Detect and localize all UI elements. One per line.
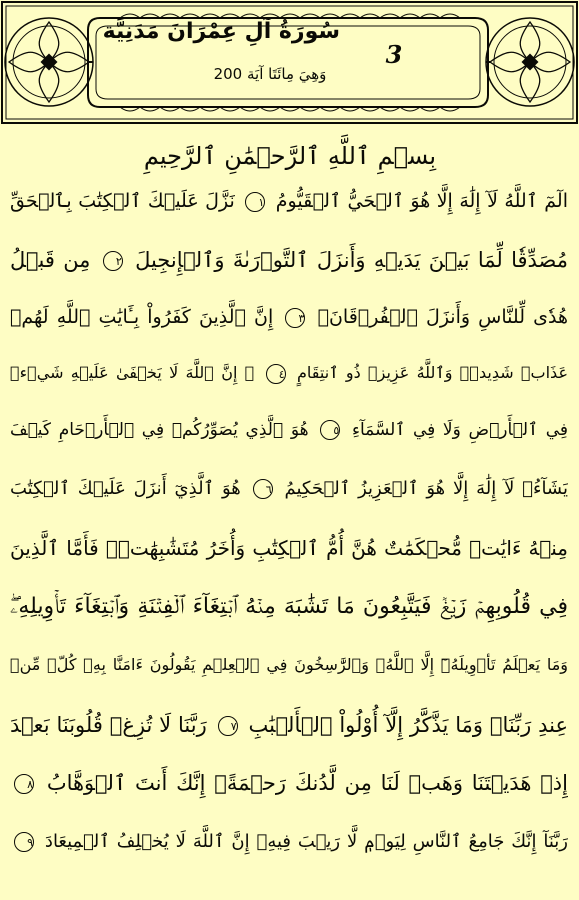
- verse-text: إِذۡ هَدَيۡتَنَا وَهَبۡ لَنَا مِن لَّدُنكَ رَحۡمَةًۚ إِنَّكَ أَنتَ ٱلۡوَهَّابُ: [46, 771, 568, 795]
- verse-text: مِنۡهُ ءَايَٰتٞ مُّحۡكَمَٰتٌ هُنَّ أُمُّ ٱلۡكِتَٰبِ وَأُخَرُ مُتَشَٰبِهَٰتٞۖ فَأَمَّا ٱلَّذِينَ: [10, 536, 568, 560]
- verse-line: [10, 817, 568, 867]
- ayah-number-marker: ٦: [253, 479, 273, 499]
- verse-line: [10, 758, 568, 808]
- verse-text: عِندِ رَبِّنَاۗ وَمَا يَذَّكَّرُ إِلَّآ أُوْلُواْ ٱلۡأَلۡبَٰبِ: [248, 713, 568, 737]
- verse-line: [10, 235, 568, 285]
- ayah-number-marker: ٢: [103, 251, 123, 271]
- verse-line: [10, 348, 568, 398]
- verse-text: فِي ٱلۡأَرۡضِ وَلَا فِي ٱلسَّمَآءِ: [351, 420, 568, 440]
- verse-text: رَبَّنَآ إِنَّكَ جَامِعُ ٱلنَّاسِ لِيَوۡمٖ لَّا رَيۡبَ فِيهِۚ إِنَّ ٱللَّهَ لَا يُخۡلِفُ ٱلۡمِيعَادَ: [44, 831, 568, 852]
- verse-text: إِنَّ ٱلَّذِينَ كَفَرُواْ بِـَٔايَٰتِ ٱللَّهِ لَهُمۡ: [10, 306, 274, 328]
- verse-line: [10, 523, 568, 573]
- verse-line: [10, 464, 568, 514]
- ayah-number-marker: ٣: [285, 308, 305, 328]
- surah-subtitle: وَهِيَ مِائَتَا آيَة 200: [213, 65, 327, 83]
- verse-text: مِن قَبۡلُ: [10, 248, 91, 272]
- surah-number: 3: [385, 40, 403, 69]
- verse-text: هُوَ ٱلَّذِيٓ أَنزَلَ عَلَيۡكَ ٱلۡكِتَٰبَ: [10, 478, 241, 499]
- verse-text: الٓمٓ ٱللَّهُ لَآ إِلَٰهَ إِلَّا هُوَ ٱلۡحَيُّ ٱلۡقَيُّومُ: [275, 190, 568, 212]
- verse-line: [10, 700, 568, 750]
- verse-line: [10, 176, 568, 226]
- ayah-number-marker: ٩: [14, 832, 34, 852]
- verse-line: [10, 582, 568, 632]
- verse-text: عَذَابٞ شَدِيدٞۗ وَٱللَّهُ عَزِيزٞ ذُو ٱنتِقَامٍ: [296, 363, 568, 382]
- verse-text: يَشَآءُۚ لَآ إِلَٰهَ إِلَّا هُوَ ٱلۡعَزِيزُ ٱلۡحَكِيمُ: [284, 478, 568, 499]
- basmala: بِسۡمِ ٱللَّهِ ٱلرَّحۡمَٰنِ ٱلرَّحِيمِ: [143, 142, 437, 170]
- verse-text: وَمَا يَعۡلَمُ تَأۡوِيلَهُۥٓ إِلَّا ٱللَّهُۗ وَٱلرَّٰسِخُونَ فِي ٱلۡعِلۡمِ يَقُولُونَ ءَامَنَّا بِهِۦ كُلّٞ مِّنۡ: [10, 655, 568, 674]
- verse-line: [10, 292, 568, 342]
- ayah-number-marker: ٤: [266, 364, 286, 384]
- verse-text: رَبَّنَا لَا تُزِغۡ قُلُوبَنَا بَعۡدَ: [10, 713, 207, 737]
- ayah-number-marker: ٧: [218, 716, 238, 736]
- verse-line: [10, 640, 568, 690]
- verse-line: [10, 405, 568, 455]
- verse-text: نَزَّلَ عَلَيۡكَ ٱلۡكِتَٰبَ بِٱلۡحَقِّ: [10, 190, 235, 212]
- ayah-number-marker: ٥: [320, 420, 340, 440]
- verse-text: هُدٗى لِّلنَّاسِ وَأَنزَلَ ٱلۡفُرۡقَانَۗ: [317, 306, 568, 328]
- ayah-number-marker: ١: [245, 192, 265, 212]
- verse-text: فِي قُلُوبِهِمۡ زَيۡغٞ فَيَتَّبِعُونَ مَا تَشَٰبَهَ مِنۡهُ ٱبۡتِغَآءَ ٱلۡفِتۡنَةِ وَٱبۡتِغَآءَ تَأۡوِيلِهِۦۖ: [10, 594, 568, 619]
- verse-text: ۞ إِنَّ ٱللَّهَ لَا يَخۡفَىٰ عَلَيۡهِ شَيۡءٞ: [10, 363, 255, 382]
- surah-title: سُورَةُ آلِ عِمْرَانَ مَدَنِيَّة: [102, 19, 340, 44]
- verse-text: مُصَدِّقٗا لِّمَا بَيۡنَ يَدَيۡهِ وَأَنزَلَ ٱلتَّوۡرَىٰةَ وَٱلۡإِنجِيلَ: [135, 248, 568, 272]
- verse-text: هُوَ ٱلَّذِي يُصَوِّرُكُمۡ فِي ٱلۡأَرۡحَامِ كَيۡفَ: [10, 420, 309, 440]
- ayah-number-marker: ٨: [14, 774, 34, 794]
